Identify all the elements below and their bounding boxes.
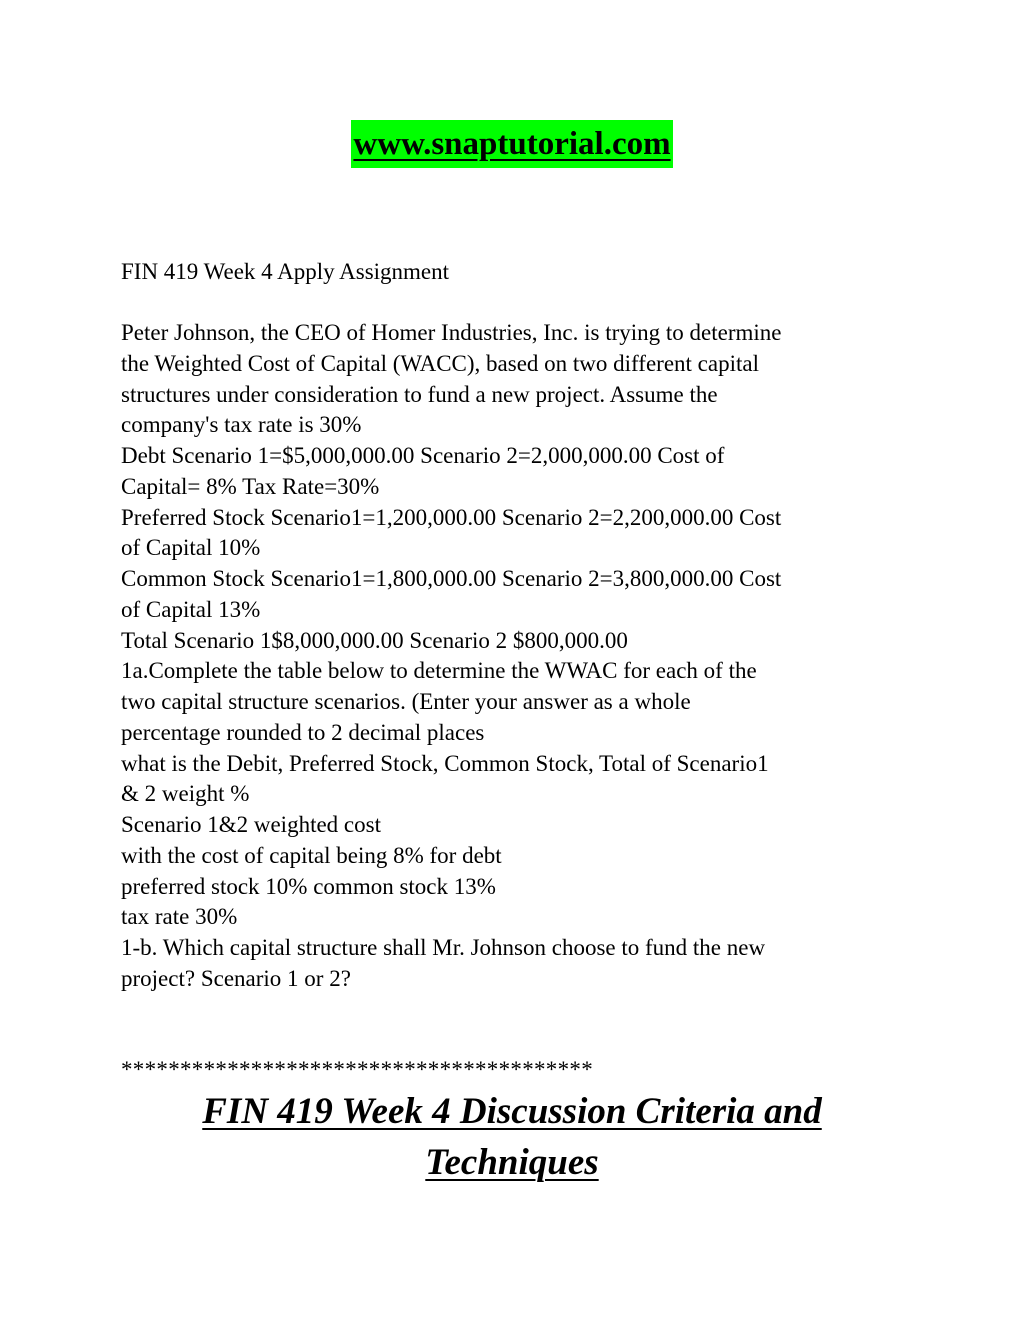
- discussion-heading: [0, 1086, 1024, 1188]
- site-link[interactable]: www.snaptutorial.com: [351, 120, 672, 168]
- body-line: project? Scenario 1 or 2?: [121, 965, 351, 991]
- body-line: & 2 weight %: [121, 781, 250, 807]
- body-line: 1-b. Which capital structure shall Mr. Johnson choose to fund the new: [121, 935, 766, 960]
- body-line: percentage rounded to 2 decimal places: [121, 719, 485, 745]
- body-line: company's tax rate is 30%: [121, 412, 362, 438]
- body-line: preferred stock 10% common stock 13%: [121, 873, 496, 899]
- body-line: the Weighted Cost of Capital (WACC), based on two different capital: [121, 350, 759, 376]
- body-line: Scenario 1&2 weighted cost: [121, 812, 381, 837]
- body-line: Peter Johnson, the CEO of Homer Industries, Inc. is trying to determine: [121, 320, 782, 345]
- body-line: two capital structure scenarios. (Enter your answer as a whole: [121, 689, 691, 714]
- body-line: Capital= 8% Tax Rate=30%: [121, 473, 380, 499]
- body-line: Debt Scenario 1=$5,000,000.00 Scenario 2=2,000,000.00 Cost of: [121, 443, 725, 468]
- body-line: Common Stock Scenario1=1,800,000.00 Scenario 2=3,800,000.00 Cost: [121, 566, 782, 591]
- body-line: of Capital 13%: [121, 596, 261, 622]
- assignment-title: FIN 419 Week 4 Apply Assignment: [121, 259, 450, 284]
- body-line: of Capital 10%: [121, 535, 261, 561]
- body-line: Preferred Stock Scenario1=1,200,000.00 Scenario 2=2,200,000.00 Cost: [121, 504, 782, 530]
- discussion-heading-line-1: FIN 419 Week 4 Discussion Criteria and: [202, 1091, 822, 1132]
- body-line: structures under consideration to fund a new project. Assume the: [121, 381, 718, 407]
- asterisk-separator: ****************************************: [121, 1057, 593, 1082]
- assignment-body: [121, 318, 911, 995]
- body-line: tax rate 30%: [121, 904, 238, 930]
- discussion-heading-line-2: Techniques: [425, 1142, 599, 1183]
- body-line: 1a.Complete the table below to determine the WWAC for each of the: [121, 658, 757, 684]
- body-line: Total Scenario 1$8,000,000.00 Scenario 2 $800,000.00: [121, 627, 628, 653]
- body-line: what is the Debit, Preferred Stock, Common Stock, Total of Scenario1: [121, 750, 769, 776]
- body-line: with the cost of capital being 8% for debt: [121, 842, 502, 868]
- site-link-container: [0, 120, 1024, 168]
